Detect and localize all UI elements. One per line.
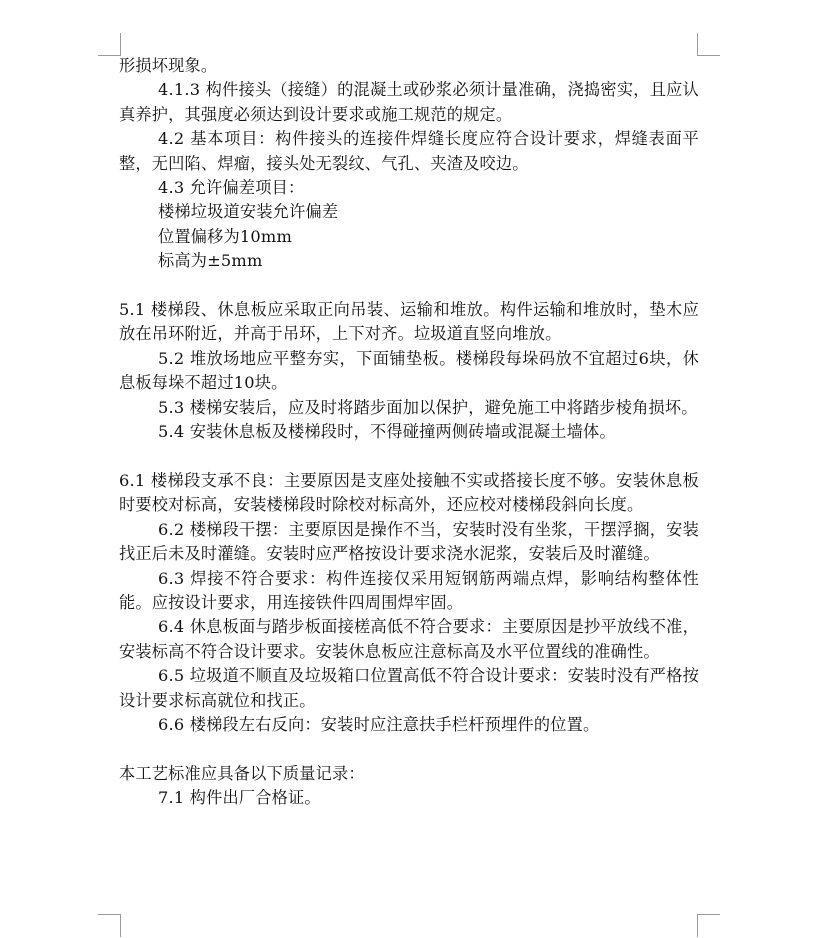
- document-body: [119, 54, 699, 811]
- blank-line: [119, 444, 699, 468]
- paragraph: 形损坏现象。: [119, 56, 218, 75]
- paragraph: 5.4 安装休息板及楼梯段时，不得碰撞两侧砖墙或混凝土墙体。: [158, 422, 616, 442]
- paragraph: 6.2 楼梯段干摆：主要原因是操作不当，安装时没有坐浆，干摆浮搁，安装找正后未及时灌缝。安装时应严格按设计要求浇水泥浆，安装后及时灌缝。: [119, 519, 699, 564]
- paragraph: 5.1 楼梯段、休息板应采取正向吊装、运输和堆放。构件运输和堆放时，垫木应放在吊环附近，并高于吊环，上下对齐。垃圾道直竖向堆放。: [119, 300, 699, 344]
- paragraph: 4.3 允许偏差项目：: [158, 178, 305, 198]
- paragraph: 标高为±5mm: [158, 251, 263, 271]
- blank-line: [119, 737, 699, 761]
- paragraph: 6.5 垃圾道不顺直及垃圾箱口位置高低不符合设计要求：安装时没有严格按设计要求标高就位和找正。: [119, 666, 699, 710]
- paragraph: 本工艺标准应具备以下质量记录：: [119, 763, 365, 783]
- paragraph: 6.3 焊接不符合要求：构件连接仅采用短钢筋两端点焊，影响结构整体性能。应按设计要求，用连接铁件四周围焊牢固。: [119, 568, 699, 612]
- paragraph: 7.1 构件出厂合格证。: [158, 788, 321, 808]
- corner-mark-bottom-left: [98, 914, 121, 937]
- paragraph: 6.6 楼梯段左右反向：安装时应注意扶手栏杆预埋件的位置。: [158, 714, 600, 734]
- paragraph: 6.4 休息板面与踏步板面接槎高低不符合要求：主要原因是抄平放线不准，安装标高不符合设计要求。安装休息板应注意标高及水平位置线的准确性。: [119, 617, 699, 661]
- paragraph: 5.2 堆放场地应平整夯实，下面铺垫板。楼梯段每垛码放不宜超过6块，休息板每垛不超过10块。: [119, 348, 699, 393]
- paragraph: 6.1 楼梯段支承不良：主要原因是支座处接触不实或搭接长度不够。安装休息板时要校对标高，安装楼梯段时除校对标高外，还应校对楼梯段斜向长度。: [119, 470, 699, 515]
- corner-mark-top-left: [98, 33, 121, 56]
- corner-mark-top-right: [697, 33, 720, 56]
- corner-mark-bottom-right: [697, 914, 720, 937]
- paragraph: 4.1.3 构件接头（接缝）的混凝土或砂浆必须计量准确，浇捣密实，且应认真养护，其强度必须达到设计要求或施工规范的规定。: [119, 80, 699, 124]
- paragraph: 位置偏移为10mm: [158, 226, 293, 246]
- blank-line: [119, 274, 699, 298]
- paragraph: 4.2 基本项目：构件接头的连接件焊缝长度应符合设计要求，焊缝表面平整，无凹陷、焊瘤，接头处无裂纹、气孔、夹渣及咬边。: [119, 129, 699, 173]
- paragraph: 5.3 楼梯安装后，应及时将踏步面加以保护，避免施工中将踏步棱角损坏。: [158, 397, 698, 417]
- paragraph: 楼梯垃圾道安装允许偏差: [158, 202, 339, 222]
